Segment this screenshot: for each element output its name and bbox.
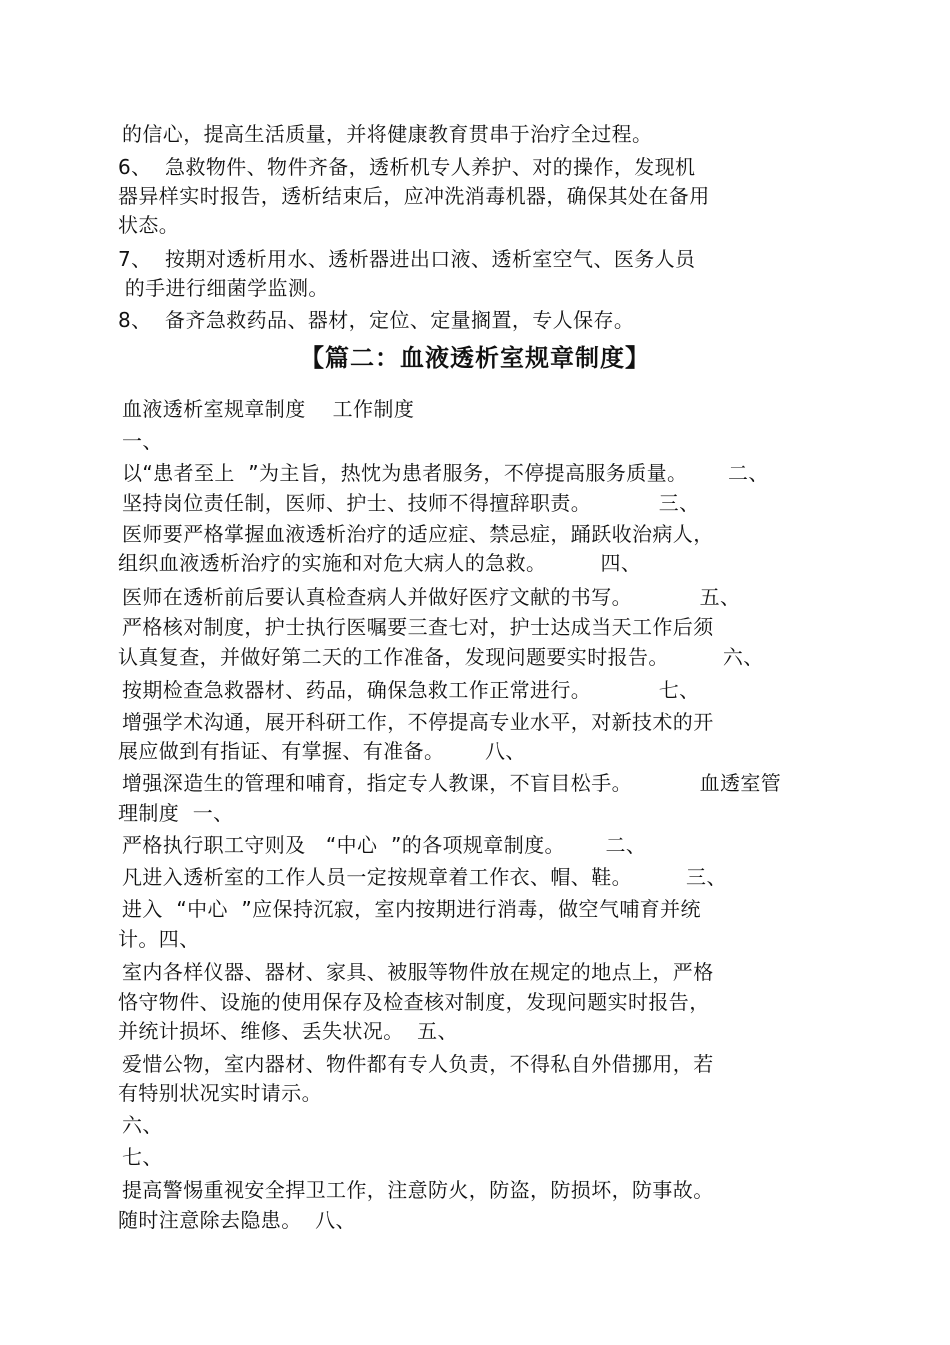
text-line: 医师在透析前后要认真检查病人并做好医疗文献的书写。 五、: [122, 585, 741, 609]
text-line: 凡进入透析室的工作人员一定按规章着工作衣、帽、鞋。 三、: [122, 865, 727, 889]
text-line: 严格执行职工守则及 “中心 ”的各项规章制度。 二、: [122, 833, 647, 857]
text-line: 按期检查急救器材、药品，确保急救工作正常进行。 七、: [122, 678, 700, 702]
text-line: 爱惜公物，室内器材、物件都有专人负责，不得私自外借挪用，若: [122, 1052, 714, 1076]
text-line: 增强学术沟通，展开科研工作，不停提高专业水平，对新技术的开: [122, 710, 714, 734]
text-line: 组织血液透析治疗的实施和对危大病人的急救。 四、: [118, 551, 642, 575]
text-line: 7、 按期对透析用水、透析器进出口液、透析室空气、医务人员: [118, 247, 696, 271]
text-line: 增强深造生的管理和哺育，指定专人教课，不盲目松手。 血透室管: [122, 771, 782, 795]
text-line: 坚持岗位责任制，医师、护士、技师不得擅辞职责。 三、: [122, 491, 700, 515]
text-line: 8、 备齐急救药品、器材，定位、定量搁置，专人保存。: [118, 308, 635, 332]
text-line: 器异样实时报告，透析结束后，应冲洗消毒机器，确保其处在备用: [118, 184, 710, 208]
text-line: 一、: [122, 429, 163, 453]
section-title: 【篇二：血液透析室规章制度】: [300, 344, 650, 372]
text-line: 的信心，提高生活质量，并将健康教育贯串于治疗全过程。: [122, 122, 653, 146]
text-line: 6、 急救物件、物件齐备，透析机专人养护、对的操作，发现机: [118, 155, 696, 179]
text-line: 并统计损坏、维修、丢失状况。 五、: [118, 1019, 458, 1043]
text-line: 状态。: [118, 213, 180, 237]
text-line: 有特别状况实时请示。: [118, 1081, 322, 1105]
text-line: 医师要严格掌握血液透析治疗的适应症、禁忌症，踊跃收治病人，: [122, 522, 714, 546]
text-line: 随时注意除去隐患。 八、: [118, 1208, 356, 1232]
text-line: 的手进行细菌学监测。: [118, 276, 329, 300]
text-line: 计。四、: [118, 927, 200, 951]
text-line: 提高警惕重视安全捍卫工作，注意防火，防盗，防损坏，防事故。: [122, 1178, 714, 1202]
text-line: 展应做到有指证、有掌握、有准备。 八、: [118, 739, 526, 763]
text-line: 恪守物件、设施的使用保存及检查核对制度，发现问题实时报告，: [118, 990, 710, 1014]
text-line: 进入 “中心 ”应保持沉寂，室内按期进行消毒，做空气哺育并统: [122, 897, 701, 921]
text-line: 以“患者至上 ”为主旨，热忱为患者服务，不停提高服务质量。 二、: [122, 461, 769, 485]
text-line: 血液透析室规章制度 工作制度: [122, 397, 415, 421]
text-line: 认真复查，并做好第二天的工作准备，发现问题要实时报告。 六、: [118, 645, 764, 669]
text-line: 室内各样仪器、器材、家具、被服等物件放在规定的地点上，严格: [122, 960, 714, 984]
text-line: 七、: [122, 1145, 163, 1169]
text-line: 六、: [122, 1113, 163, 1137]
text-line: 理制度 一、: [118, 801, 234, 825]
text-line: 严格核对制度，护士执行医嘱要三查七对，护士达成当天工作后须: [122, 615, 714, 639]
